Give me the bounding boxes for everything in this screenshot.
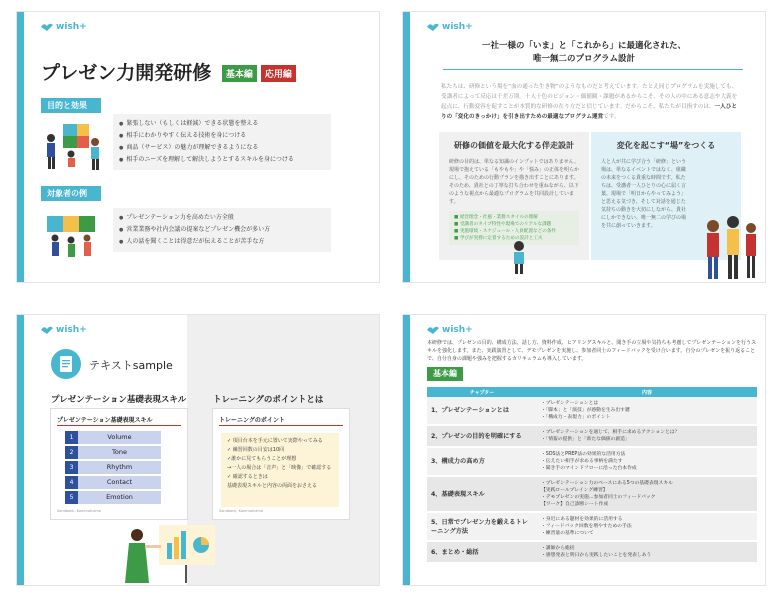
list-item: ● 商品（サービス）の魅力が理解できるようになる (119, 142, 325, 154)
skill-number: 3 (65, 461, 78, 474)
content-cell: ・プレゼンテーションとは ・「脚本」と「演技」が感動を生み出す鍵 ・「構成力・表現力」のポイント (537, 397, 757, 425)
skill-row (65, 491, 161, 504)
table-row (427, 541, 757, 563)
card-title: 研修の価値を最大化する伴走設計 (454, 141, 574, 150)
tag-basic: 基本編 (427, 367, 463, 381)
purpose-list (113, 114, 331, 170)
people-illustration (699, 212, 759, 282)
chapter-cell: 2、プレゼンの目的を明確にする (427, 425, 537, 447)
document-icon (51, 349, 81, 379)
points-card (213, 409, 349, 519)
content-cell: ・SDS法とPREP法の効果的な活用方法 ・伝えたい相手が求める事柄を満たす ・聞き手のマインドフローに沿った台本作成 (537, 447, 757, 476)
content-cell: ・講師から総括 ・感想発表と明日から実践したいことを発表しあう (537, 541, 757, 563)
list-item: ● 営業業務や社内会議の提案などプレゼン機会が多い方 (119, 224, 325, 236)
list-item: ✓ 練習回数の目安は10回 (227, 447, 285, 453)
skill-row (65, 461, 161, 474)
intro-emphasis: 一人ひとりの「変化のきっかけ」を引き出すための最適なプログラム運営 (441, 104, 737, 120)
skill-row (65, 446, 161, 459)
list-item: 基礎表現スキルと内容の両面をおさえる (227, 483, 317, 489)
skill-row (65, 476, 161, 489)
slide-overview (17, 12, 379, 282)
skill-row (65, 431, 161, 444)
table-row (427, 512, 757, 541)
team-puzzle-illustration (41, 118, 105, 174)
chapter-cell: 6、まとめ・総括 (427, 541, 537, 563)
list-item: ✓ 項目台本を手元に置いて実際やってみる (227, 438, 323, 444)
skill-label: Rhythm (78, 461, 161, 474)
bird-icon (427, 325, 439, 335)
list-item: ● 人の話を聞くことは得意だが伝えることが苦手な方 (119, 236, 325, 248)
brand-logo (427, 22, 473, 32)
title-line-2: 唯一無二のプログラム設計 (533, 54, 635, 64)
chapter-cell: 4、基礎表現スキル (427, 476, 537, 512)
skills-card (51, 409, 187, 519)
intro-paragraph: 本研修では、プレゼンの目的、構成方法、話し方、資料作成、ヒアリングスキルと、聞き手の立場や気持ちも考慮してプレゼンテーションを行うスキルを強化します。また、実践演習として、デモプレゼンを実施し、参加者同士のフィードバックを受け合います。自分のプレゼンを振り返ることで、自分自身の課題や強みを把握するカリキュラムも導入しています。 (427, 340, 757, 362)
accent-bar (17, 12, 24, 282)
card-body: 人と人が共に学び合う「研修」という場は、単なるイベントではなく、組織の未来をつくる貴重な時間です。私たちは、受講者一人ひとりの心に届く言葉、現場で「明日からやってみよう」と思える気づき、そして対話を通じた気持ちの動きを大切にしながら、貴社にしかできない、唯一無二の学びの場を共に創っていきます。 (601, 159, 687, 229)
table-row (427, 476, 757, 512)
skill-number: 5 (65, 491, 78, 504)
list-item: ✓誰かに見てもらうことが理想 (227, 456, 297, 462)
list-item: ■ 実施環境・スケジュール・人員配置などの条件 (454, 228, 574, 235)
card-title: 変化を起こす“場”をつくる (616, 141, 716, 150)
accent-bar (17, 315, 24, 585)
divider (57, 425, 181, 426)
slide-curriculum (403, 315, 765, 585)
brand-logo (427, 325, 473, 335)
list-item: →一人の場合は「音声」と「映像」で確認する (227, 465, 332, 471)
section-target-heading: 対象者の例 (41, 186, 101, 201)
list-item: ■ 経営理念・社風・業務スタイルの理解 (454, 214, 574, 221)
column-header: チャプター (427, 387, 537, 397)
list-item: ● 緊張しない（もしくは軽減）できる状態を整える (119, 118, 325, 130)
bird-icon (427, 22, 439, 32)
section-purpose-heading: 目的と効果 (41, 98, 101, 113)
page-title (41, 58, 296, 85)
chapter-cell: 3、構成力の高め方 (427, 447, 537, 476)
table-row (427, 397, 757, 425)
tag-applied: 応用編 (261, 65, 296, 82)
brand-name: wish+ (56, 325, 87, 335)
title-line-1: 一社一様の「いま」と「これから」に最適化された、 (481, 41, 686, 51)
tag-basic: 基本編 (222, 65, 257, 82)
list-item: ● プレゼンテーション力を高めたい方全般 (119, 212, 325, 224)
points-list (221, 433, 339, 507)
table-row (427, 447, 757, 476)
card-footer: Sandbank, Kammahuima (219, 509, 263, 513)
list-item: ● 相手のニーズを理解して解決しようとするスキルを身につける (119, 154, 325, 166)
target-list (113, 208, 331, 252)
list-item: ✓ 確認するときは (227, 474, 268, 480)
person-illustration (507, 240, 531, 274)
divider (219, 425, 343, 426)
content-cell: ・プレゼンテーションを通じて、相手に求めるアクションとは？ ・「情報の提供」と「新たな価値の創造」 (537, 425, 757, 447)
brand-name: wish+ (442, 22, 473, 32)
bird-icon (41, 22, 53, 32)
presenter-illustration (113, 521, 223, 585)
card-body: 研修の目的は、単なる知識のインプットではありません。現場で抱えている「もやもや」や「悩み」の正体を明らかにし、そのための行動プランを描き出すことにあります。そのため、貴社との丁寧な打ち合わせを重ねながら、以下のような視点から最適なプログラムを共同設計しています。 (449, 159, 580, 205)
section-points-heading: トレーニングのポイントとは (213, 395, 324, 405)
content-cell: ・プレゼンテーション力のベースにある5つの基礎表現スキル 【実践ロールプレイング練習】 ・デモプレゼンの実施…参加者同士のフィードバック 【ワーク】自己診断シート作成 (537, 476, 757, 512)
accent-bar (403, 315, 410, 585)
slide-text-sample (17, 315, 379, 585)
skill-label: Volume (78, 431, 161, 444)
sample-label: テキストsample (89, 359, 173, 372)
skill-label: Contact (78, 476, 161, 489)
chapter-cell: 1、プレゼンテーションとは (427, 397, 537, 425)
card-title: プレゼンテーション基礎表現スキル (57, 417, 153, 424)
intro-end: です。 (603, 114, 620, 120)
list-item: ■ 学びが実務に定着するための設計と工夫 (454, 235, 574, 242)
list-item: ■ 受講者のタイプ特性や現場でのリアルな課題 (454, 221, 574, 228)
brand-name: wish+ (56, 22, 87, 32)
brand-logo (41, 22, 87, 32)
content-cell: ・身近にある題材を効果的に活用する ・フィードバック回数を増やすための手法 ・練習量の基準について (537, 512, 757, 541)
divider (443, 69, 743, 70)
table-header-row (427, 387, 757, 397)
list-item: ● 相手にわかりやすく伝える技術を身につける (119, 130, 325, 142)
table-row (427, 425, 757, 447)
intro-text: 私たちは、研修という場を“血の通った生き物”のようなものだと考えています。たとえ同じプログラムを実施しても、受講者によって反応は千差万別。十人十色のビジョン・価値観・課題があるからこそ、その人の中にある意志や大義を起点に、行動変容を促すことが本質的な研修の在り方だと信じています。だからこそ、私たちが目指すのは、 (441, 84, 738, 110)
skill-number: 2 (65, 446, 78, 459)
skill-number: 1 (65, 431, 78, 444)
skill-label: Emotion (78, 491, 161, 504)
curriculum-table (427, 387, 757, 564)
intro-paragraph (441, 82, 741, 122)
card-title: トレーニングのポイント (219, 417, 285, 424)
page-title (403, 40, 765, 66)
puzzle-people-illustration (41, 204, 105, 262)
section-skills-heading: プレゼンテーション基礎表現スキル (51, 395, 187, 405)
brand-logo (41, 325, 87, 335)
bird-icon (41, 325, 53, 335)
slide-program-design (403, 12, 765, 282)
title-text: プレゼン力開発研修 (41, 62, 212, 84)
skill-number: 4 (65, 476, 78, 489)
table-body (427, 397, 757, 563)
skill-label: Tone (78, 446, 161, 459)
column-header: 内容 (537, 387, 757, 397)
card-footer: Sandbank, Kammahuima (57, 509, 101, 513)
brand-name: wish+ (442, 325, 473, 335)
chapter-cell: 5、日常でプレゼン力を鍛えるトレーニング方法 (427, 512, 537, 541)
